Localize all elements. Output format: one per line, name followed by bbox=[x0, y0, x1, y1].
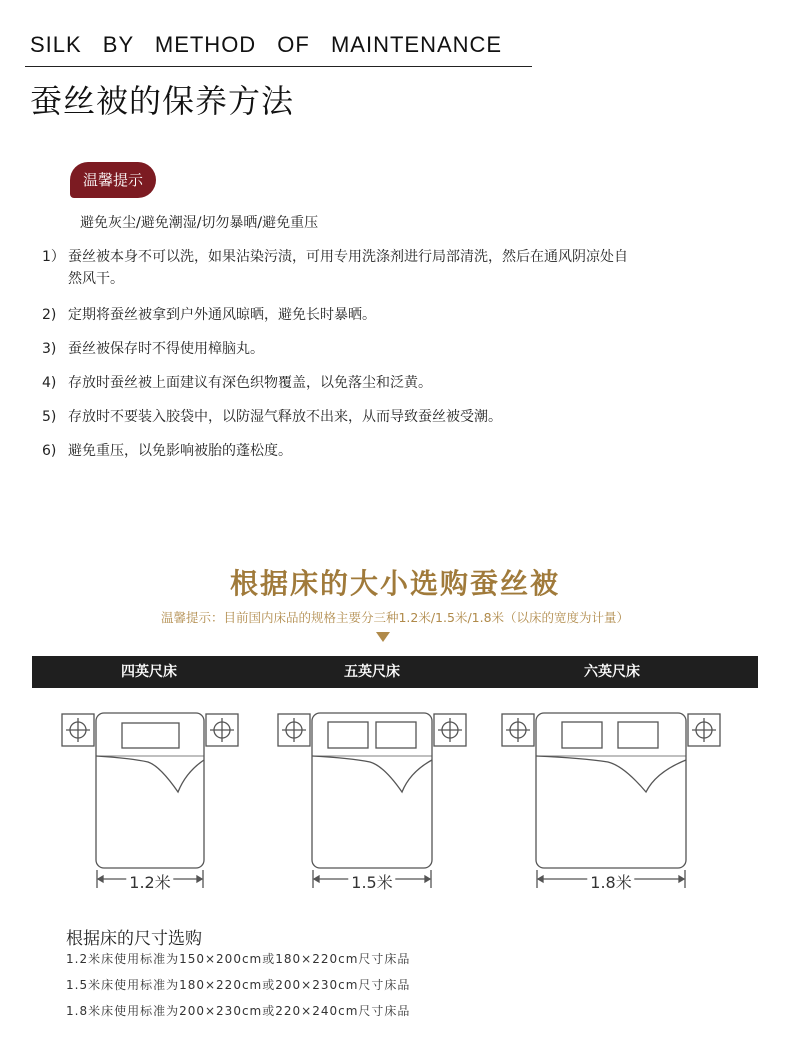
bed-width-label: 1.8米 bbox=[587, 873, 634, 893]
rule-number: 2) bbox=[42, 307, 57, 323]
column-four-foot: 四英尺床 bbox=[121, 664, 177, 680]
down-arrow-icon bbox=[376, 632, 390, 642]
guide-line: 1.8米床使用标准为200×230cm或220×240cm尺寸床品 bbox=[66, 1004, 411, 1018]
bed-diagram-1-2m bbox=[60, 700, 240, 900]
bed-icon bbox=[276, 700, 468, 900]
rule-text: 存放时不要装入胶袋中，以防湿气释放不出来，从而导致蚕丝被受潮。 bbox=[68, 409, 502, 425]
rule-text: 蚕丝被保存时不得使用樟脑丸。 bbox=[68, 341, 264, 357]
rule-text: 避免重压，以免影响被胎的蓬松度。 bbox=[68, 443, 292, 459]
guide-line: 1.2米床使用标准为150×200cm或180×220cm尺寸床品 bbox=[66, 952, 411, 966]
list-item bbox=[42, 338, 682, 360]
guide-title: 根据床的尺寸选购 bbox=[66, 929, 202, 949]
rule-number: 6) bbox=[42, 443, 57, 459]
rule-text: 蚕丝被本身不可以洗，如果沾染污渍，可用专用洗涤剂进行局部清洗，然后在通风阴凉处自然风干。 bbox=[68, 249, 628, 287]
bed-width-label: 1.5米 bbox=[348, 873, 395, 893]
size-section-subtitle: 温馨提示：目前国内床品的规格主要分三种1.2米/1.5米/1.8米（以床的宽度为计量） bbox=[160, 610, 630, 625]
rule-text: 定期将蚕丝被拿到户外通风晾晒，避免长时暴晒。 bbox=[68, 307, 376, 323]
guide-line: 1.5米床使用标准为180×220cm或200×230cm尺寸床品 bbox=[66, 978, 411, 992]
rule-text: 存放时蚕丝被上面建议有深色织物覆盖，以免落尘和泛黄。 bbox=[68, 375, 432, 391]
column-five-foot: 五英尺床 bbox=[344, 664, 400, 680]
size-section-title: 根据床的大小选购蚕丝被 bbox=[229, 567, 560, 600]
english-title: SILK BY METHOD OF MAINTENANCE bbox=[30, 32, 503, 57]
bed-diagram-1-5m bbox=[276, 700, 468, 900]
bed-size-header bbox=[32, 656, 758, 688]
bed-icon bbox=[60, 700, 240, 900]
list-item bbox=[42, 406, 682, 428]
bed-icon bbox=[500, 700, 722, 900]
tip-badge: 温馨提示 bbox=[70, 162, 156, 198]
column-six-foot: 六英尺床 bbox=[584, 664, 640, 680]
tip-summary: 避免灰尘/避免潮湿/切勿暴晒/避免重压 bbox=[80, 215, 319, 231]
list-item bbox=[42, 246, 682, 290]
bed-width-label: 1.2米 bbox=[126, 873, 173, 893]
maintenance-rules bbox=[42, 246, 682, 474]
rule-number: 4) bbox=[42, 375, 57, 391]
rule-number: 3) bbox=[42, 341, 57, 357]
list-item bbox=[42, 304, 682, 326]
list-item bbox=[42, 440, 682, 462]
rule-number: 1） bbox=[42, 249, 65, 265]
bed-diagram-1-8m bbox=[500, 700, 722, 900]
rule-number: 5) bbox=[42, 409, 57, 425]
list-item bbox=[42, 372, 682, 394]
title-divider bbox=[25, 66, 532, 67]
chinese-title: 蚕丝被的保养方法 bbox=[30, 82, 295, 120]
